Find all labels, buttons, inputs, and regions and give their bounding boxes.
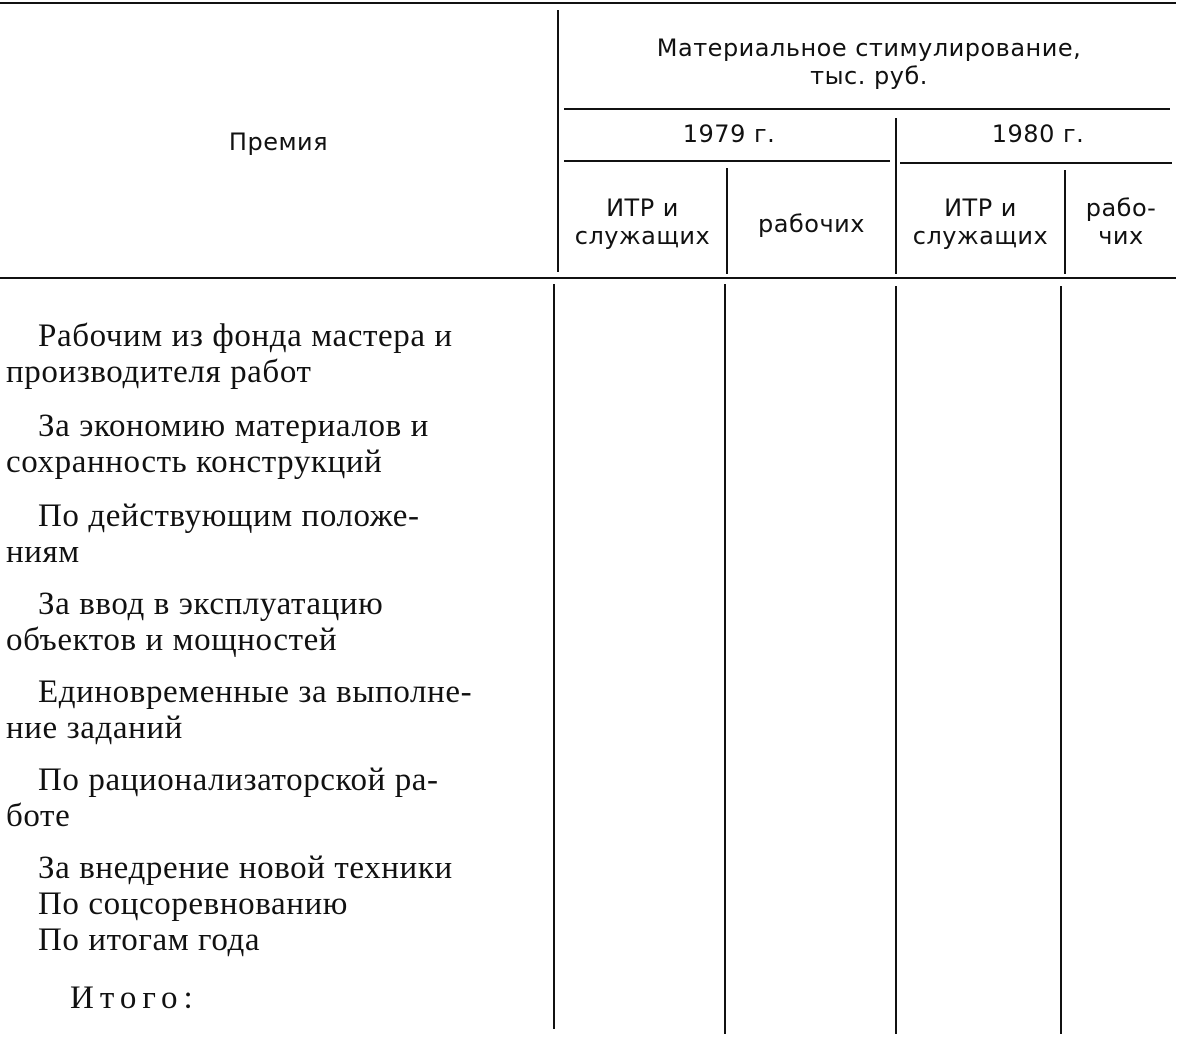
group-title-line-1: Материальное стимулирование,	[656, 34, 1082, 62]
row-label-line-1: Единовременные за выполне-	[38, 674, 473, 710]
row-label-line-1: За экономию материалов и	[38, 408, 429, 444]
group-title	[564, 34, 1174, 90]
year-1979-rule	[564, 160, 890, 162]
col-1980-itr-line-1: ИТР и	[944, 194, 1017, 222]
premium-header: Премия	[228, 128, 329, 156]
row-label-new-technology	[6, 850, 528, 886]
row-label-line-1: По действующим положе-	[38, 498, 420, 534]
label-column-divider-body	[553, 284, 555, 1029]
row-label-competition	[6, 886, 528, 922]
col-1980-workers-header	[1066, 194, 1176, 250]
header-bottom-rule	[0, 277, 1176, 279]
row-label-annual-results	[6, 922, 528, 958]
col-1980-itr-line-2: служащих	[912, 222, 1049, 250]
row-label-commissioning	[6, 586, 528, 658]
year-1980-header: 1980 г.	[991, 120, 1085, 148]
row-label-line-2: боте	[6, 798, 71, 834]
row-label-line-1: Рабочим из фонда мастера и	[38, 318, 453, 354]
col-1979-workers-header: рабочих	[758, 210, 865, 238]
row-label-materials-saving	[6, 408, 528, 480]
row-label-line-1: По соцсоревнованию	[38, 886, 348, 922]
row-label-line-2: ниям	[6, 534, 80, 570]
col-1979-itr-line-1: ИТР и	[606, 194, 679, 222]
row-label-rationalization	[6, 762, 528, 834]
row-label-current-regulations	[6, 498, 528, 570]
col-1979-itr-header	[559, 194, 726, 250]
group-title-rule	[564, 108, 1170, 110]
group-title-line-2: тыс. руб.	[810, 62, 928, 90]
row-label-line-1: По итогам года	[38, 922, 261, 958]
col-1979-divider-body	[724, 284, 726, 1034]
year-1980-rule	[900, 162, 1172, 164]
row-label-line-1: По рационализаторской ра-	[38, 762, 439, 798]
top-rule	[0, 2, 1176, 4]
row-label-line-2: ние заданий	[6, 710, 183, 746]
year-divider-body	[895, 286, 897, 1034]
col-1980-workers-line-2: чих	[1098, 222, 1144, 250]
col-1980-itr-header	[897, 194, 1064, 250]
col-1979-itr-line-2: служащих	[574, 222, 711, 250]
col-1980-divider-body	[1060, 286, 1062, 1034]
col-1980-workers-line-1: рабо-	[1085, 194, 1157, 222]
row-label-total: Итого:	[70, 980, 199, 1016]
row-label-line-2: производителя работ	[6, 354, 312, 390]
row-label-line-2: сохранность конструкций	[6, 444, 383, 480]
row-label-line-1: За внедрение новой техники	[38, 850, 453, 886]
row-label-line-2: объектов и мощностей	[6, 622, 338, 658]
row-label-line-1: За ввод в эксплуатацию	[38, 586, 384, 622]
row-label-one-time-tasks	[6, 674, 528, 746]
year-1979-header: 1979 г.	[682, 120, 776, 148]
row-label-master-fund	[6, 318, 528, 390]
